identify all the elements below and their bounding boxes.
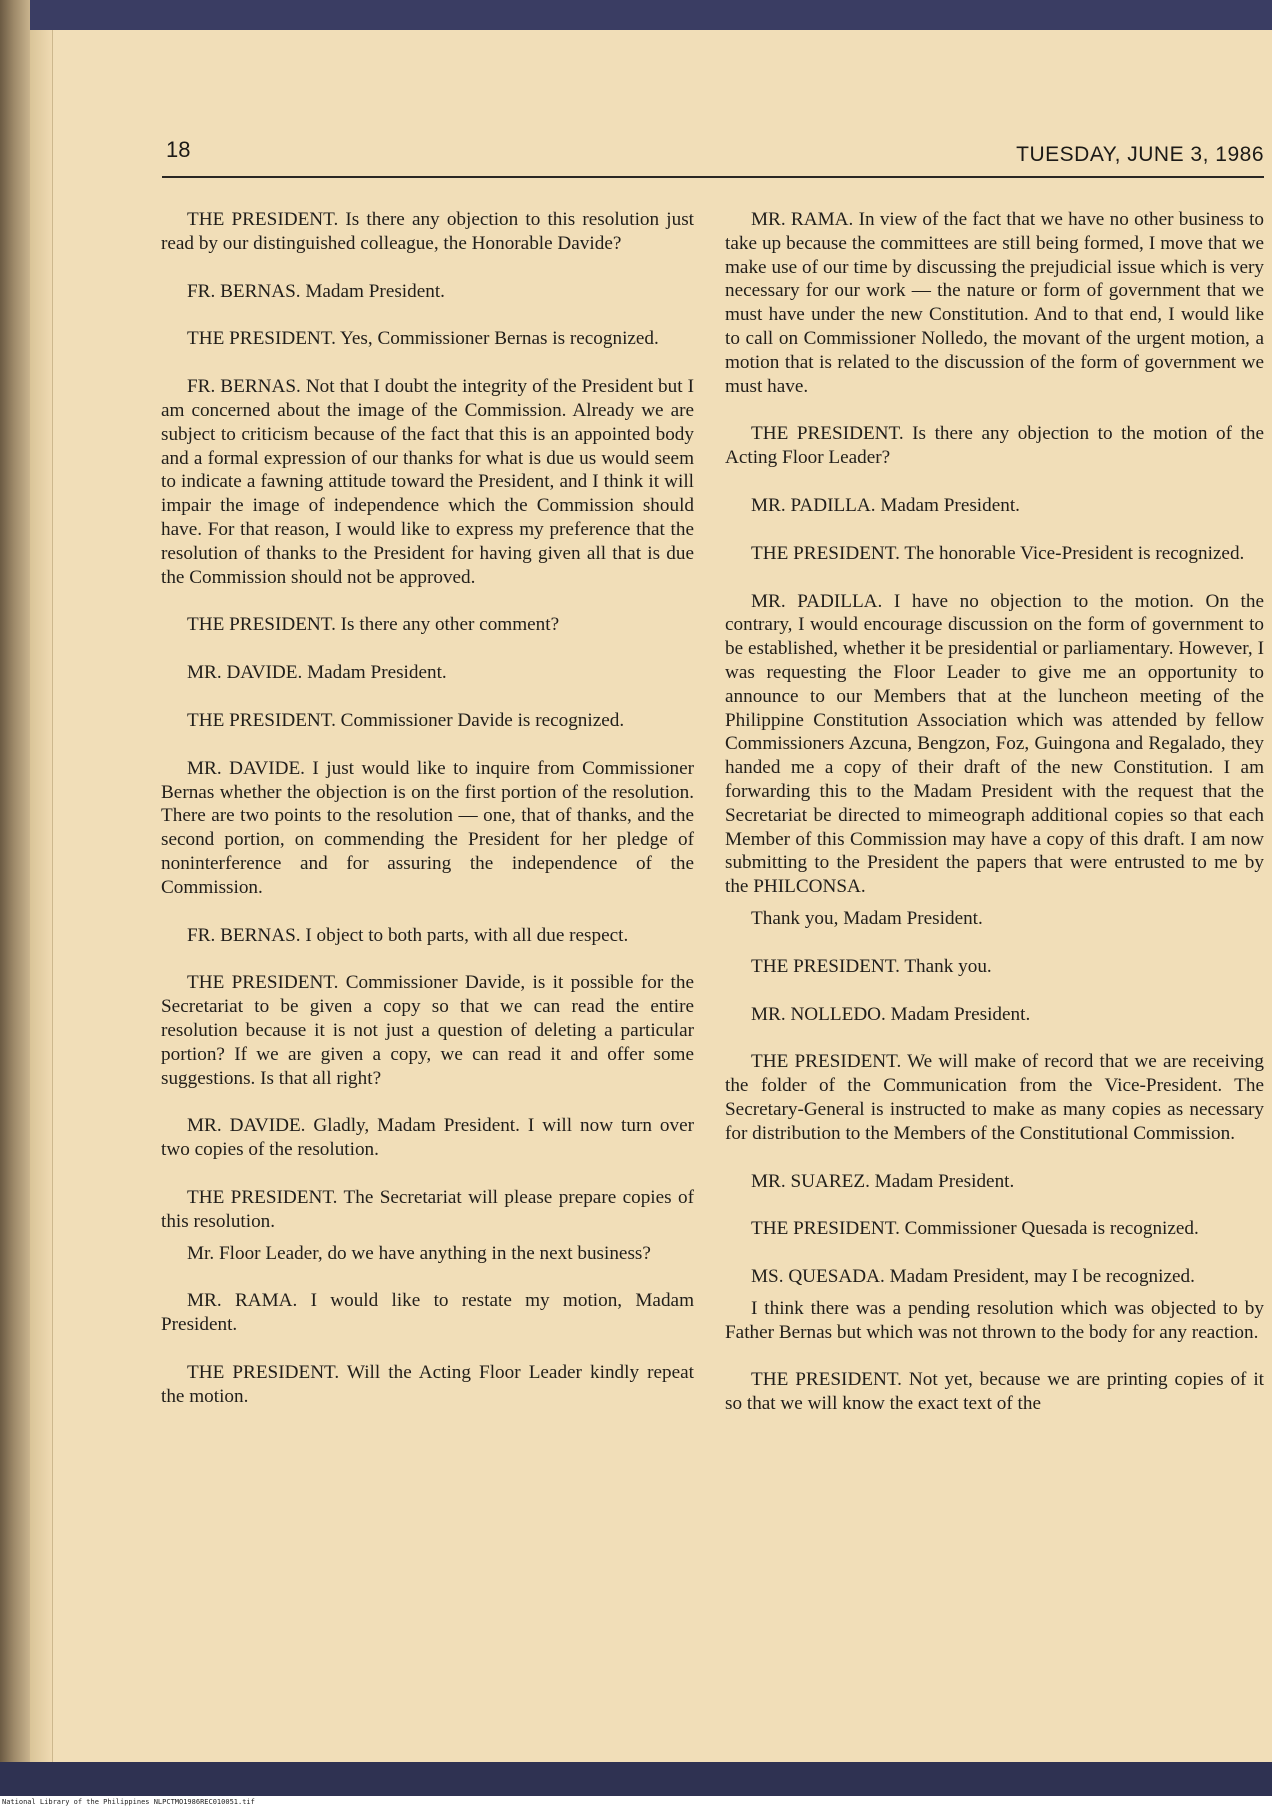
paragraph: THE PRESIDENT. Not yet, because we are printing copies of it so that we will know the exact text of the (725, 1369, 1264, 1415)
left-column (161, 208, 694, 1408)
page-number: 18 (166, 137, 191, 162)
scan-source-caption: National Library of the Philippines NLPCTMO1986REC010051.tif (0, 1796, 1272, 1808)
paragraph: THE PRESIDENT. Yes, Commissioner Bernas is recognized. (187, 328, 659, 350)
paragraph: THE PRESIDENT. Commissioner Quesada is recognized. (751, 1218, 1199, 1240)
paragraph: Thank you, Madam President. (751, 907, 983, 929)
paragraph: THE PRESIDENT. Is there any objection to the motion of the Acting Floor Leader? (725, 423, 1264, 469)
paragraph: THE PRESIDENT. The honorable Vice-President is recognized. (751, 542, 1245, 564)
page-gutter-edge (30, 30, 53, 1762)
paragraph: I think there was a pending resolution which was objected to by Father Bernas but which was not thrown to the body for any reaction. (725, 1297, 1264, 1343)
paragraph: THE PRESIDENT. Is there any objection to this resolution just read by our distinguished colleague, the Honorable Davide? (161, 209, 694, 254)
scan-top-border (0, 0, 1272, 30)
paragraph: THE PRESIDENT. The Secretariat will please prepare copies of this resolution. (161, 1186, 694, 1232)
paragraph: MR. SUAREZ. Madam President. (751, 1170, 1015, 1192)
paragraph: MR. DAVIDE. I just would like to inquire from Commissioner Bernas whether the objection is on the first portion of the resolution. There are two points to the resolution — one, that of thanks, and the second portion, on commending the President for her pledge of noninterference and for assuring the independence of the Commission. (161, 757, 694, 898)
right-column (725, 208, 1264, 1416)
paragraph: MR. PADILLA. I have no objection to the motion. On the contrary, I would encourage discussion on the form of government to be established, whether it be presidential or parliamentary. However, I was requesting the Floor Leader to give me an opportunity to announce to our Members that at the luncheon meeting of the Philippine Constitution Association which was attended by fellow Commissioners Azcuna, Bengzon, Foz, Guingona and Regalado, they handed me a copy of their draft of the new Constitution. I am forwarding this to the Madam President with the request that the Secretariat be directed to mimeograph additional copies so that each Member of this Commission may have a copy of this draft. I am now submitting to the President the papers that were entrusted to me by the PHILCONSA. (725, 590, 1264, 898)
paragraph: FR. BERNAS. I object to both parts, with all due respect. (187, 924, 629, 946)
paragraph: FR. BERNAS. Madam President. (187, 280, 445, 302)
paragraph: THE PRESIDENT. Is there any other comment? (187, 614, 560, 636)
paragraph: MS. QUESADA. Madam President, may I be recognized. (751, 1266, 1195, 1288)
paragraph: MR. PADILLA. Madam President. (751, 494, 1020, 516)
running-head-date: TUESDAY, JUNE 3, 1986 (1016, 143, 1264, 166)
paragraph: THE PRESIDENT. Thank you. (751, 955, 992, 977)
paragraph: THE PRESIDENT. Commissioner Davide, is it possible for the Secretariat to be given a copy so that we can read the entire resolution because it is not just a question of deleting a particular portion? If we are given a copy, we can read it and offer some suggestions. Is that all right? (161, 972, 694, 1089)
paragraph: THE PRESIDENT. Commissioner Davide is recognized. (187, 709, 625, 731)
paragraph: MR. RAMA. I would like to restate my motion, Madam President. (161, 1290, 694, 1336)
paragraph: FR. BERNAS. Not that I doubt the integrity of the President but I am concerned about the image of the Commission. Already we are subject to criticism because of the fact that this is an appointed body and a formal expression of our thanks for what is due us would seem to indicate a fawning attitude toward the President, and I think it will impair the image of independence which the Commission should have. For that reason, I would like to express my preference that the resolution of thanks to the President for having given all that is due the Commission should not be approved. (161, 376, 694, 588)
paragraph: MR. RAMA. In view of the fact that we have no other business to take up because the committees are still being formed, I move that we make use of our time by discussing the prejudicial issue which is very necessary for our work — the nature or form of government that we must have under the new Constitution. And to that end, I would like to call on Commissioner Nolledo, the movant of the urgent motion, a motion that is related to the discussion of the form of government we must have. (725, 209, 1264, 397)
paragraph: MR. DAVIDE. Madam President. (187, 662, 447, 684)
paragraph: THE PRESIDENT. Will the Acting Floor Leader kindly repeat the motion. (161, 1361, 694, 1407)
book-binding (0, 0, 30, 1808)
paragraph: MR. DAVIDE. Gladly, Madam President. I will now turn over two copies of the resolution. (161, 1115, 694, 1161)
paragraph: THE PRESIDENT. We will make of record that we are receiving the folder of the Communication from the Vice-President. The Secretary-General is instructed to make as many copies as necessary for distribution to the Members of the Constitutional Commission. (725, 1051, 1264, 1144)
header-rule (162, 176, 1264, 178)
scan-bottom-border (0, 1762, 1272, 1796)
paragraph: MR. NOLLEDO. Madam President. (751, 1003, 1031, 1025)
paragraph: Mr. Floor Leader, do we have anything in the next business? (187, 1242, 651, 1264)
